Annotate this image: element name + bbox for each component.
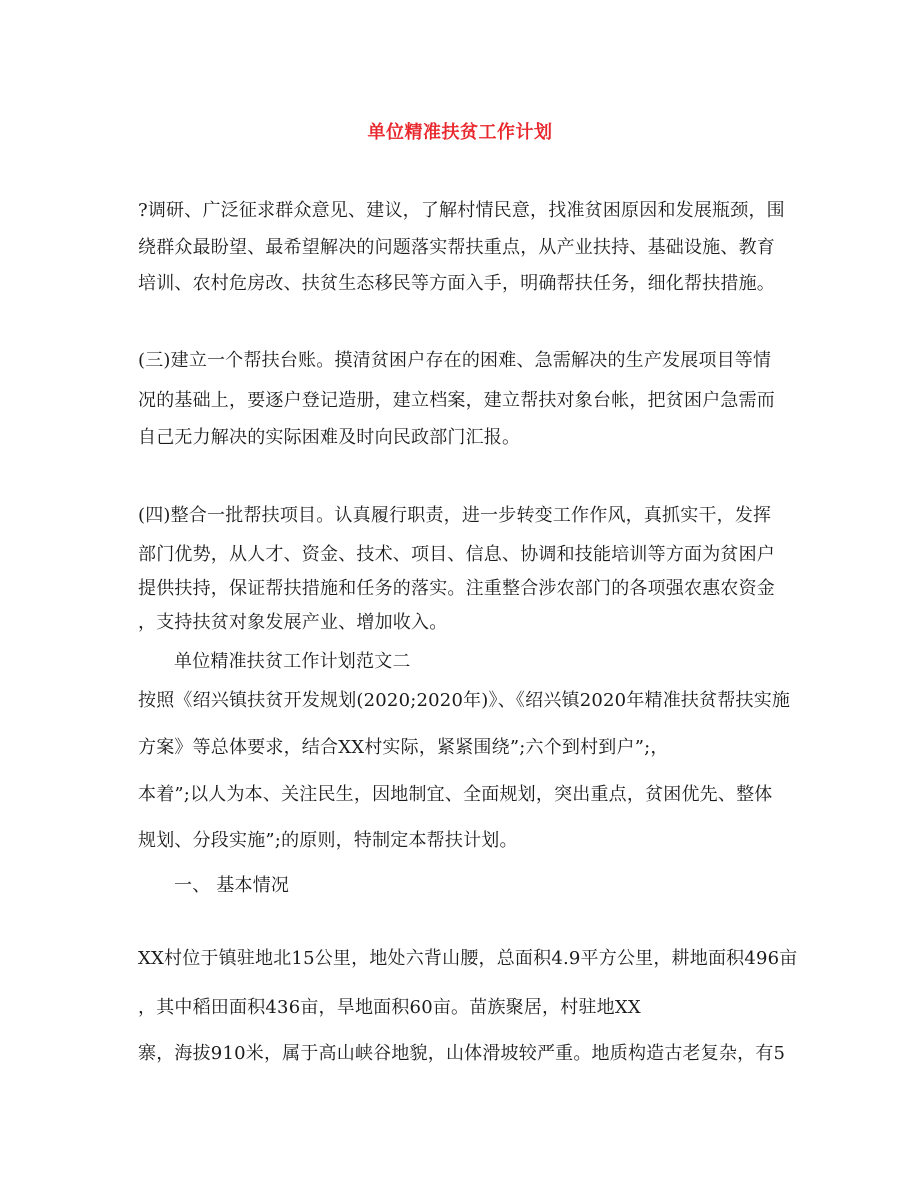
paragraph-line: 培训、农村危房改、扶贫生态移民等方面入手，明确帮扶任务，细化帮扶措施。: [138, 273, 775, 294]
section-heading: 一、 基本情况: [174, 875, 290, 896]
paragraph-line: 绕群众最盼望、最希望解决的问题落实帮扶重点，从产业扶持、基础设施、教育: [138, 237, 775, 258]
paragraph-line: ?调研、广泛征求群众意见、建议，了解村情民意，找准贫困原因和发展瓶颈，围: [138, 200, 785, 221]
paragraph-line: 寨，海拔910米，属于高山峡谷地貌，山体滑坡较严重。地质构造古老复杂，有5: [138, 1043, 786, 1064]
paragraph-line: 自己无力解决的实际困难及时向民政部门汇报。: [138, 427, 521, 448]
paragraph-line: (四)整合一批帮扶项目。认真履行职责，进一步转变工作作风，真抓实干，发挥: [138, 505, 772, 526]
paragraph-line: ，支持扶贫对象发展产业、增加收入。: [138, 612, 448, 633]
paragraph-line: 况的基础上，要逐户登记造册，建立档案，建立帮扶对象台帐，把贫困户急需而: [138, 390, 775, 411]
paragraph-line: 部门优势，从人才、资金、技术、项目、信息、协调和技能培训等方面为贫困户: [138, 544, 775, 565]
document-title: 单位精准扶贫工作计划: [367, 122, 553, 143]
paragraph-line: XX村位于镇驻地北15公里，地处六背山腰，总面积4.9平方公里，耕地面积496亩: [138, 948, 798, 969]
paragraph-line: 提供扶持，保证帮扶措施和任务的落实。注重整合涉农部门的各项强农惠农资金: [138, 578, 775, 599]
paragraph-line: 方案》等总体要求，结合XX村实际，紧紧围绕”;六个到村到户”;，: [138, 737, 669, 758]
paragraph-line: (三)建立一个帮扶台账。摸清贫困户存在的困难、急需解决的生产发展项目等情: [138, 350, 772, 371]
paragraph-line: 本着”;以人为本、关注民生，因地制宜、全面规划，突出重点，贫困优先、整体: [138, 784, 773, 805]
paragraph-line: 规划、分段实施”;的原则，特制定本帮扶计划。: [138, 830, 518, 851]
paragraph-line: 按照《绍兴镇扶贫开发规划(2020;2020年)》、《绍兴镇2020年精准扶贫帮扶实施: [138, 690, 791, 711]
paragraph-line: ，其中稻田面积436亩，旱地面积60亩。苗族聚居，村驻地XX: [138, 997, 641, 1018]
section-heading: 单位精准扶贫工作计划范文二: [174, 651, 411, 672]
